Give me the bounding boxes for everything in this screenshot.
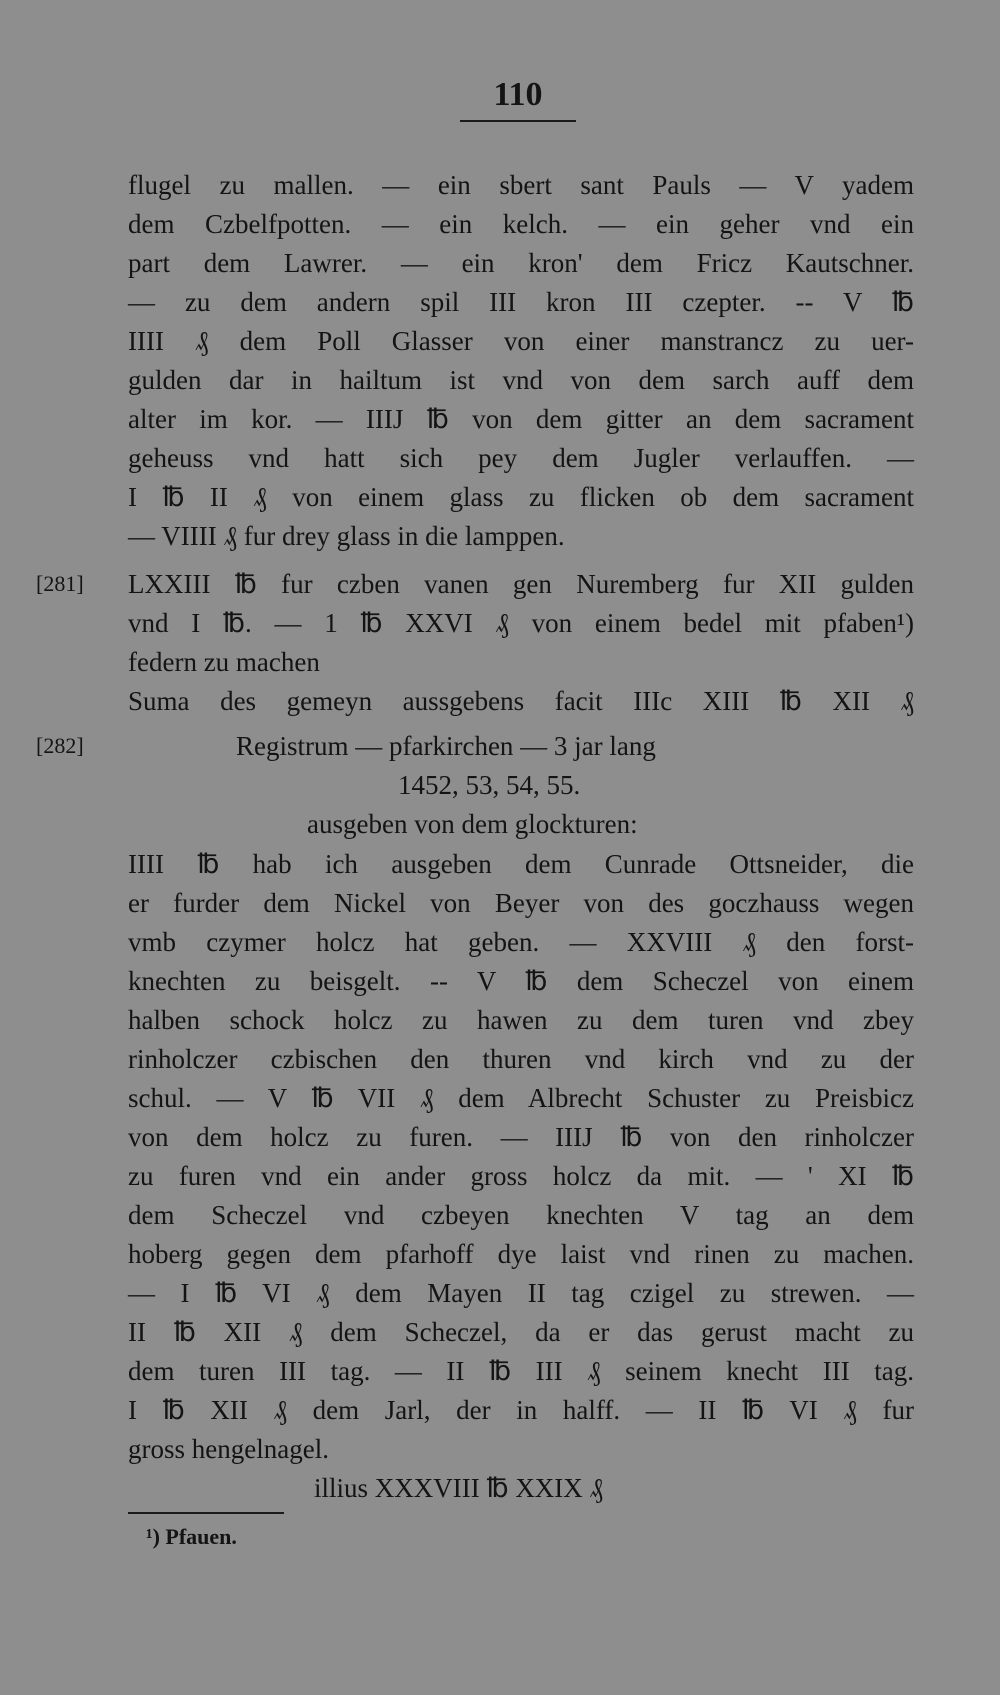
page-number: 110 — [493, 76, 543, 113]
text-line: LXXIII ℔ fur czben vanen gen Nuremberg fur XII gulden — [128, 569, 914, 599]
text-line: halben schock holcz zu hawen zu dem turen vnd zbey — [128, 1005, 914, 1035]
text-line: Suma des gemeyn aussgebens facit IIIc XIII ℔ XII ₰ — [128, 686, 914, 716]
text-line: vnd I ℔. — 1 ℔ XXVI ₰ von einem bedel mit pfaben¹) — [128, 608, 914, 638]
text-line: zu furen vnd ein ander gross holcz da mit. — ' XI ℔ — [128, 1161, 914, 1191]
text-line: — VIIII ₰ fur drey glass in die lamppen. — [128, 521, 565, 551]
text-line: von dem holcz zu furen. — IIIJ ℔ von den rinholczer — [128, 1122, 914, 1152]
text-line: geheuss vnd hatt sich pey dem Jugler verlauffen. — — [128, 443, 914, 473]
section-years: 1452, 53, 54, 55. — [398, 770, 581, 800]
section-subheading: ausgeben von dem glockturen: — [307, 809, 638, 839]
text-line: — zu dem andern spil III kron III czepter. -- V ℔ — [128, 287, 914, 317]
footnote-rule — [128, 1512, 284, 1514]
margin-note-281: [281] — [36, 571, 84, 596]
text-line: I ℔ II ₰ von einem glass zu flicken ob dem sacrament — [128, 482, 914, 512]
text-line: II ℔ XII ₰ dem Scheczel, da er das gerust macht zu — [128, 1317, 914, 1347]
text-line: vmb czymer holcz hat geben. — XXVIII ₰ den forst- — [128, 927, 914, 957]
text-line: schul. — V ℔ VII ₰ dem Albrecht Schuster zu Preisbicz — [128, 1083, 914, 1113]
text-line: gross hengelnagel. — [128, 1434, 329, 1464]
text-line: knechten zu beisgelt. -- V ℔ dem Scheczel von einem — [128, 966, 914, 996]
text-line: IIII ℔ hab ich ausgeben dem Cunrade Ottsneider, die — [128, 849, 914, 879]
footnote: ¹) Pfauen. — [146, 1524, 237, 1549]
text-line: part dem Lawrer. — ein kron' dem Fricz Kautschner. — [128, 248, 914, 278]
text-line: hoberg gegen dem pfarhoff dye laist vnd rinen zu machen. — [128, 1239, 914, 1269]
text-line: dem Czbelfpotten. — ein kelch. — ein geher vnd ein — [128, 209, 914, 239]
text-line: alter im kor. — IIIJ ℔ von dem gitter an dem sacrament — [128, 404, 914, 434]
page-number-rule — [460, 120, 576, 122]
text-line: dem turen III tag. — II ℔ III ₰ seinem knecht III tag. — [128, 1356, 914, 1386]
text-line: er furder dem Nickel von Beyer von des goczhauss wegen — [128, 888, 914, 918]
text-line: dem Scheczel vnd czbeyen knechten V tag an dem — [128, 1200, 914, 1230]
text-line: gulden dar in hailtum ist vnd von dem sarch auff dem — [128, 365, 914, 395]
text-line: rinholczer czbischen den thuren vnd kirch vnd zu der — [128, 1044, 914, 1074]
margin-note-282: [282] — [36, 733, 84, 758]
section-heading: Registrum — pfarkirchen — 3 jar lang — [236, 731, 656, 761]
text-line: federn zu machen — [128, 647, 320, 677]
text-line: IIII ₰ dem Poll Glasser von einer manstrancz zu uer- — [128, 326, 914, 356]
text-line: flugel zu mallen. — ein sbert sant Pauls — V yadem — [128, 170, 914, 200]
text-line: I ℔ XII ₰ dem Jarl, der in halff. — II ℔ VI ₰ fur — [128, 1395, 914, 1425]
text-line: — I ℔ VI ₰ dem Mayen II tag czigel zu strewen. — — [128, 1278, 914, 1308]
section-total: illius XXXVIII ℔ XXIX ₰ — [314, 1473, 604, 1503]
